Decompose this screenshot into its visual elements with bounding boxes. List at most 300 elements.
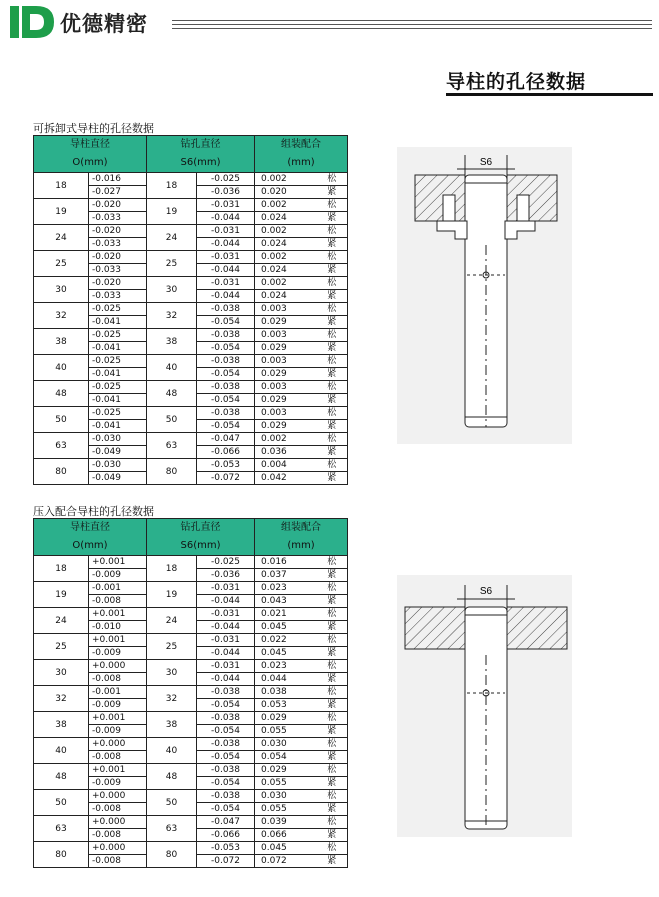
drill-diameter-cell: 50 — [147, 790, 197, 816]
drill-tolerance-lower: -0.054 — [197, 394, 255, 407]
fit-type-loose: 松 — [317, 608, 348, 621]
pillar-tolerance-lower: -0.033 — [89, 264, 147, 277]
press-fit-pillar-drawing — [397, 575, 572, 837]
fit-value-tight: 0.024 — [255, 264, 317, 277]
drill-diameter-cell: 48 — [147, 381, 197, 407]
fit-type-tight: 紧 — [317, 803, 348, 816]
pillar-tolerance-lower: -0.027 — [89, 186, 147, 199]
removable-pillar-drawing — [397, 147, 572, 444]
drill-tolerance-lower: -0.066 — [197, 446, 255, 459]
plate-right — [507, 175, 557, 221]
dimension-label: S6 — [479, 157, 493, 168]
fit-value-tight: 0.029 — [255, 342, 317, 355]
drill-diameter-cell: 40 — [147, 355, 197, 381]
drill-diameter-cell: 80 — [147, 842, 197, 868]
pillar-tolerance-upper: +0.000 — [89, 816, 147, 829]
drill-tolerance-upper: -0.025 — [197, 173, 255, 186]
fit-value-tight: 0.036 — [255, 446, 317, 459]
fit-type-loose: 松 — [317, 790, 348, 803]
drill-diameter-cell: 40 — [147, 738, 197, 764]
plate-right — [507, 607, 567, 649]
fit-type-loose: 松 — [317, 407, 348, 420]
pillar-tolerance-lower: -0.009 — [89, 569, 147, 582]
drill-tolerance-upper: -0.038 — [197, 303, 255, 316]
dimension-label: S6 — [479, 586, 493, 597]
fit-value-loose: 0.003 — [255, 407, 317, 420]
pillar-tolerance-lower: -0.041 — [89, 316, 147, 329]
pillar-tolerance-upper: +0.001 — [89, 764, 147, 777]
pillar-diameter-cell: 38 — [34, 712, 89, 738]
drill-tolerance-upper: -0.031 — [197, 199, 255, 212]
fit-value-loose: 0.002 — [255, 225, 317, 238]
drill-tolerance-upper: -0.038 — [197, 712, 255, 725]
pillar-tolerance-lower: -0.010 — [89, 621, 147, 634]
pillar-tolerance-upper: -0.025 — [89, 381, 147, 394]
pillar-tolerance-lower: -0.008 — [89, 855, 147, 868]
pillar-diameter-cell: 50 — [34, 790, 89, 816]
drill-tolerance-lower: -0.072 — [197, 472, 255, 485]
drill-tolerance-upper: -0.031 — [197, 225, 255, 238]
fit-type-tight: 紧 — [317, 342, 348, 355]
drill-tolerance-upper: -0.053 — [197, 842, 255, 855]
drill-tolerance-lower: -0.044 — [197, 673, 255, 686]
table-row — [34, 277, 348, 290]
col-header-pillar-diameter: 导柱直径 — [34, 136, 147, 155]
fit-value-loose: 0.003 — [255, 303, 317, 316]
header-rule-2 — [172, 24, 652, 25]
drill-tolerance-lower: -0.036 — [197, 569, 255, 582]
pillar-diameter-cell: 38 — [34, 329, 89, 355]
drill-tolerance-upper: -0.038 — [197, 355, 255, 368]
pillar-tolerance-upper: -0.025 — [89, 407, 147, 420]
fit-value-loose: 0.002 — [255, 173, 317, 186]
fit-type-tight: 紧 — [317, 777, 348, 790]
fit-type-tight: 紧 — [317, 621, 348, 634]
pillar-tolerance-upper: -0.020 — [89, 277, 147, 290]
fit-type-tight: 紧 — [317, 699, 348, 712]
pillar-diameter-cell: 48 — [34, 764, 89, 790]
fit-value-loose: 0.023 — [255, 660, 317, 673]
fit-value-loose: 0.023 — [255, 582, 317, 595]
fit-value-loose: 0.003 — [255, 355, 317, 368]
pillar-tolerance-lower: -0.049 — [89, 446, 147, 459]
fit-value-loose: 0.021 — [255, 608, 317, 621]
drill-tolerance-upper: -0.031 — [197, 277, 255, 290]
drill-tolerance-upper: -0.038 — [197, 764, 255, 777]
drill-tolerance-lower: -0.054 — [197, 420, 255, 433]
drill-diameter-cell: 25 — [147, 251, 197, 277]
drill-tolerance-lower: -0.044 — [197, 264, 255, 277]
drill-diameter-cell: 30 — [147, 277, 197, 303]
drill-tolerance-upper: -0.038 — [197, 407, 255, 420]
fit-value-tight: 0.072 — [255, 855, 317, 868]
pillar-tolerance-upper: +0.000 — [89, 738, 147, 751]
drill-tolerance-lower: -0.054 — [197, 803, 255, 816]
fit-type-loose: 松 — [317, 303, 348, 316]
drill-diameter-cell: 24 — [147, 225, 197, 251]
fit-type-loose: 松 — [317, 634, 348, 647]
fit-value-loose: 0.004 — [255, 459, 317, 472]
drill-tolerance-lower: -0.054 — [197, 368, 255, 381]
fit-value-loose: 0.002 — [255, 433, 317, 446]
pillar-tolerance-upper: +0.001 — [89, 608, 147, 621]
drill-tolerance-lower: -0.044 — [197, 647, 255, 660]
fit-type-loose: 松 — [317, 764, 348, 777]
table-row — [34, 303, 348, 316]
fit-value-tight: 0.055 — [255, 725, 317, 738]
pillar-tolerance-lower: -0.009 — [89, 777, 147, 790]
pillar-tolerance-lower: -0.008 — [89, 673, 147, 686]
fit-value-loose: 0.003 — [255, 329, 317, 342]
fit-value-tight: 0.042 — [255, 472, 317, 485]
table-row — [34, 381, 348, 394]
fit-type-loose: 松 — [317, 199, 348, 212]
table-row — [34, 251, 348, 264]
plate-left — [415, 175, 465, 221]
table2-body — [34, 556, 348, 868]
drill-tolerance-upper: -0.038 — [197, 381, 255, 394]
pillar-tolerance-upper: -0.016 — [89, 173, 147, 186]
fit-type-loose: 松 — [317, 277, 348, 290]
pillar-diameter-cell: 63 — [34, 816, 89, 842]
table-row — [34, 173, 348, 186]
pillar-diameter-cell: 18 — [34, 556, 89, 582]
pillar-tolerance-upper: +0.001 — [89, 556, 147, 569]
pillar-tolerance-upper: -0.001 — [89, 686, 147, 699]
col-unit-drill-diameter: S6(mm) — [147, 154, 255, 173]
fit-type-loose: 松 — [317, 660, 348, 673]
fit-type-tight: 紧 — [317, 751, 348, 764]
fit-type-tight: 紧 — [317, 569, 348, 582]
col-header-pillar-diameter: 导柱直径 — [34, 519, 147, 538]
drill-tolerance-lower: -0.054 — [197, 342, 255, 355]
drill-tolerance-lower: -0.044 — [197, 212, 255, 225]
drill-diameter-cell: 25 — [147, 634, 197, 660]
drill-tolerance-lower: -0.054 — [197, 751, 255, 764]
fit-type-tight: 紧 — [317, 394, 348, 407]
col-header-assembly-fit: 组装配合 — [255, 136, 348, 155]
pillar-diameter-cell: 50 — [34, 407, 89, 433]
pillar-tolerance-lower: -0.008 — [89, 803, 147, 816]
pillar-diameter-cell: 19 — [34, 199, 89, 225]
table-row — [34, 842, 348, 855]
pillar-tolerance-lower: -0.033 — [89, 290, 147, 303]
fit-value-tight: 0.029 — [255, 316, 317, 329]
pillar-tolerance-upper: +0.001 — [89, 712, 147, 725]
pillar-diameter-cell: 48 — [34, 381, 89, 407]
pillar-tolerance-lower: -0.009 — [89, 725, 147, 738]
table-row — [34, 712, 348, 725]
pillar-diameter-cell: 19 — [34, 582, 89, 608]
fit-value-tight: 0.024 — [255, 238, 317, 251]
pillar-tolerance-upper: +0.000 — [89, 660, 147, 673]
drill-tolerance-lower: -0.066 — [197, 829, 255, 842]
fit-type-tight: 紧 — [317, 420, 348, 433]
col-unit-pillar-diameter: O(mm) — [34, 537, 147, 556]
fit-value-loose: 0.030 — [255, 738, 317, 751]
pillar-tolerance-lower: -0.041 — [89, 420, 147, 433]
table-row — [34, 790, 348, 803]
fit-value-loose: 0.029 — [255, 712, 317, 725]
table-row — [34, 407, 348, 420]
page-title: 导柱的孔径数据 — [446, 71, 587, 93]
plate-left — [405, 607, 465, 649]
drill-tolerance-lower: -0.054 — [197, 725, 255, 738]
title-underline — [446, 93, 653, 96]
fit-value-loose: 0.029 — [255, 764, 317, 777]
pillar-tolerance-upper: +0.000 — [89, 842, 147, 855]
jd-logo-icon — [10, 6, 56, 38]
drill-diameter-cell: 32 — [147, 303, 197, 329]
drill-tolerance-lower: -0.044 — [197, 238, 255, 251]
pillar-tolerance-lower: -0.049 — [89, 472, 147, 485]
drill-tolerance-upper: -0.047 — [197, 433, 255, 446]
drill-tolerance-upper: -0.031 — [197, 660, 255, 673]
drill-tolerance-upper: -0.031 — [197, 634, 255, 647]
table1-body — [34, 173, 348, 485]
fit-value-tight: 0.066 — [255, 829, 317, 842]
fit-type-tight: 紧 — [317, 186, 348, 199]
drill-tolerance-upper: -0.031 — [197, 608, 255, 621]
header-rule-3 — [172, 28, 652, 29]
drill-tolerance-lower: -0.044 — [197, 621, 255, 634]
fit-value-tight: 0.045 — [255, 647, 317, 660]
fit-value-loose: 0.016 — [255, 556, 317, 569]
fit-type-loose: 松 — [317, 738, 348, 751]
table-row — [34, 199, 348, 212]
pillar-diameter-cell: 32 — [34, 686, 89, 712]
fit-type-tight: 紧 — [317, 290, 348, 303]
fit-type-loose: 松 — [317, 816, 348, 829]
pillar-tolerance-lower: -0.009 — [89, 647, 147, 660]
fit-type-loose: 松 — [317, 251, 348, 264]
brand-name: 优德精密 — [60, 12, 148, 36]
table-row — [34, 459, 348, 472]
pillar-diameter-cell: 30 — [34, 660, 89, 686]
drill-diameter-cell: 30 — [147, 660, 197, 686]
pillar-tolerance-upper: +0.001 — [89, 634, 147, 647]
table-row — [34, 660, 348, 673]
fit-value-tight: 0.053 — [255, 699, 317, 712]
drill-diameter-cell: 24 — [147, 608, 197, 634]
fit-value-loose: 0.002 — [255, 199, 317, 212]
pillar-tolerance-upper: -0.025 — [89, 303, 147, 316]
fit-value-loose: 0.030 — [255, 790, 317, 803]
col-unit-drill-diameter: S6(mm) — [147, 537, 255, 556]
table-row — [34, 608, 348, 621]
fit-value-loose: 0.039 — [255, 816, 317, 829]
drill-tolerance-lower: -0.036 — [197, 186, 255, 199]
pillar-diameter-cell: 24 — [34, 608, 89, 634]
screw-right — [517, 195, 529, 221]
fit-value-loose: 0.022 — [255, 634, 317, 647]
drill-tolerance-upper: -0.053 — [197, 459, 255, 472]
table-row — [34, 686, 348, 699]
pillar-diameter-cell: 80 — [34, 459, 89, 485]
drill-tolerance-upper: -0.038 — [197, 790, 255, 803]
col-header-assembly-fit: 组装配合 — [255, 519, 348, 538]
pillar-tolerance-upper: -0.025 — [89, 355, 147, 368]
fit-value-loose: 0.045 — [255, 842, 317, 855]
fit-value-tight: 0.055 — [255, 803, 317, 816]
pillar-tolerance-upper: -0.001 — [89, 582, 147, 595]
pillar-diameter-cell: 18 — [34, 173, 89, 199]
pillar-diameter-cell: 32 — [34, 303, 89, 329]
drill-tolerance-upper: -0.031 — [197, 251, 255, 264]
fit-value-loose: 0.003 — [255, 381, 317, 394]
drill-tolerance-upper: -0.038 — [197, 686, 255, 699]
fit-type-loose: 松 — [317, 842, 348, 855]
fit-value-loose: 0.002 — [255, 251, 317, 264]
drill-diameter-cell: 80 — [147, 459, 197, 485]
pillar-diameter-cell: 24 — [34, 225, 89, 251]
fit-value-tight: 0.024 — [255, 212, 317, 225]
fit-value-loose: 0.038 — [255, 686, 317, 699]
col-header-drill-diameter: 钻孔直径 — [147, 136, 255, 155]
drill-tolerance-upper: -0.038 — [197, 738, 255, 751]
pillar-diameter-cell: 63 — [34, 433, 89, 459]
table-row — [34, 816, 348, 829]
fit-type-tight: 紧 — [317, 472, 348, 485]
table-row — [34, 582, 348, 595]
pillar-tolerance-upper: -0.020 — [89, 251, 147, 264]
drill-diameter-cell: 18 — [147, 173, 197, 199]
fit-type-tight: 紧 — [317, 316, 348, 329]
table2-title: 压入配合导柱的孔径数据 — [33, 505, 154, 518]
drill-tolerance-upper: -0.038 — [197, 329, 255, 342]
drill-tolerance-upper: -0.031 — [197, 582, 255, 595]
pillar-tolerance-lower: -0.041 — [89, 394, 147, 407]
pillar-tolerance-lower: -0.041 — [89, 342, 147, 355]
drill-diameter-cell: 18 — [147, 556, 197, 582]
table-row — [34, 738, 348, 751]
fit-type-tight: 紧 — [317, 673, 348, 686]
drill-diameter-cell: 32 — [147, 686, 197, 712]
pillar-diameter-cell: 25 — [34, 251, 89, 277]
pillar-tolerance-lower: -0.041 — [89, 368, 147, 381]
drill-diameter-cell: 63 — [147, 433, 197, 459]
pillar-tolerance-upper: -0.030 — [89, 433, 147, 446]
screw-left — [443, 195, 455, 221]
col-unit-assembly-fit: (mm) — [255, 537, 348, 556]
pillar-tolerance-upper: -0.030 — [89, 459, 147, 472]
table-row — [34, 225, 348, 238]
fit-type-tight: 紧 — [317, 212, 348, 225]
fit-value-tight: 0.029 — [255, 420, 317, 433]
fit-type-tight: 紧 — [317, 855, 348, 868]
pillar-tolerance-upper: -0.025 — [89, 329, 147, 342]
fit-value-tight: 0.024 — [255, 290, 317, 303]
fit-value-tight: 0.045 — [255, 621, 317, 634]
fit-value-tight: 0.037 — [255, 569, 317, 582]
table1-title: 可拆卸式导柱的孔径数据 — [33, 122, 154, 135]
col-unit-assembly-fit: (mm) — [255, 154, 348, 173]
fit-type-tight: 紧 — [317, 368, 348, 381]
fit-type-tight: 紧 — [317, 829, 348, 842]
fit-type-tight: 紧 — [317, 725, 348, 738]
fit-value-tight: 0.020 — [255, 186, 317, 199]
fit-type-loose: 松 — [317, 381, 348, 394]
pillar-diameter-cell: 40 — [34, 738, 89, 764]
drill-tolerance-lower: -0.054 — [197, 699, 255, 712]
removable-pillar-table — [33, 135, 348, 485]
drill-tolerance-lower: -0.044 — [197, 290, 255, 303]
pillar-tolerance-upper: -0.020 — [89, 199, 147, 212]
table-row — [34, 634, 348, 647]
press-fit-pillar-table — [33, 518, 348, 868]
drill-tolerance-lower: -0.044 — [197, 595, 255, 608]
drill-diameter-cell: 63 — [147, 816, 197, 842]
fit-type-loose: 松 — [317, 712, 348, 725]
fit-type-loose: 松 — [317, 556, 348, 569]
drill-tolerance-lower: -0.072 — [197, 855, 255, 868]
pillar-diameter-cell: 40 — [34, 355, 89, 381]
fit-value-tight: 0.043 — [255, 595, 317, 608]
drill-diameter-cell: 48 — [147, 764, 197, 790]
table-row — [34, 433, 348, 446]
drill-diameter-cell: 19 — [147, 199, 197, 225]
table-row — [34, 355, 348, 368]
drill-diameter-cell: 38 — [147, 329, 197, 355]
drill-diameter-cell: 38 — [147, 712, 197, 738]
header-rule-1 — [172, 20, 652, 21]
pillar-diameter-cell: 25 — [34, 634, 89, 660]
fit-type-tight: 紧 — [317, 264, 348, 277]
fit-type-loose: 松 — [317, 329, 348, 342]
pillar-tolerance-lower: -0.009 — [89, 699, 147, 712]
fit-type-tight: 紧 — [317, 647, 348, 660]
fit-value-tight: 0.044 — [255, 673, 317, 686]
fit-type-tight: 紧 — [317, 446, 348, 459]
fit-value-tight: 0.055 — [255, 777, 317, 790]
drill-diameter-cell: 50 — [147, 407, 197, 433]
drill-tolerance-upper: -0.025 — [197, 556, 255, 569]
pillar-tolerance-lower: -0.033 — [89, 238, 147, 251]
fit-type-loose: 松 — [317, 433, 348, 446]
pillar-tolerance-lower: -0.008 — [89, 829, 147, 842]
table-row — [34, 329, 348, 342]
drill-tolerance-lower: -0.054 — [197, 316, 255, 329]
table-row — [34, 556, 348, 569]
pillar-tolerance-upper: +0.000 — [89, 790, 147, 803]
drill-diameter-cell: 19 — [147, 582, 197, 608]
col-unit-pillar-diameter: O(mm) — [34, 154, 147, 173]
fit-type-loose: 松 — [317, 686, 348, 699]
fit-type-loose: 松 — [317, 582, 348, 595]
fit-value-tight: 0.029 — [255, 394, 317, 407]
fit-value-loose: 0.002 — [255, 277, 317, 290]
pillar-tolerance-lower: -0.033 — [89, 212, 147, 225]
fit-type-tight: 紧 — [317, 595, 348, 608]
col-header-drill-diameter: 钻孔直径 — [147, 519, 255, 538]
pillar-tolerance-lower: -0.008 — [89, 751, 147, 764]
pillar-tolerance-upper: -0.020 — [89, 225, 147, 238]
drill-tolerance-upper: -0.047 — [197, 816, 255, 829]
drill-tolerance-lower: -0.054 — [197, 777, 255, 790]
header — [0, 0, 659, 40]
pillar-diameter-cell: 80 — [34, 842, 89, 868]
fit-value-tight: 0.029 — [255, 368, 317, 381]
table-row — [34, 764, 348, 777]
fit-type-loose: 松 — [317, 225, 348, 238]
fit-type-loose: 松 — [317, 355, 348, 368]
pillar-diameter-cell: 30 — [34, 277, 89, 303]
pillar-tolerance-lower: -0.008 — [89, 595, 147, 608]
fit-type-loose: 松 — [317, 173, 348, 186]
fit-type-loose: 松 — [317, 459, 348, 472]
fit-type-tight: 紧 — [317, 238, 348, 251]
fit-value-tight: 0.054 — [255, 751, 317, 764]
